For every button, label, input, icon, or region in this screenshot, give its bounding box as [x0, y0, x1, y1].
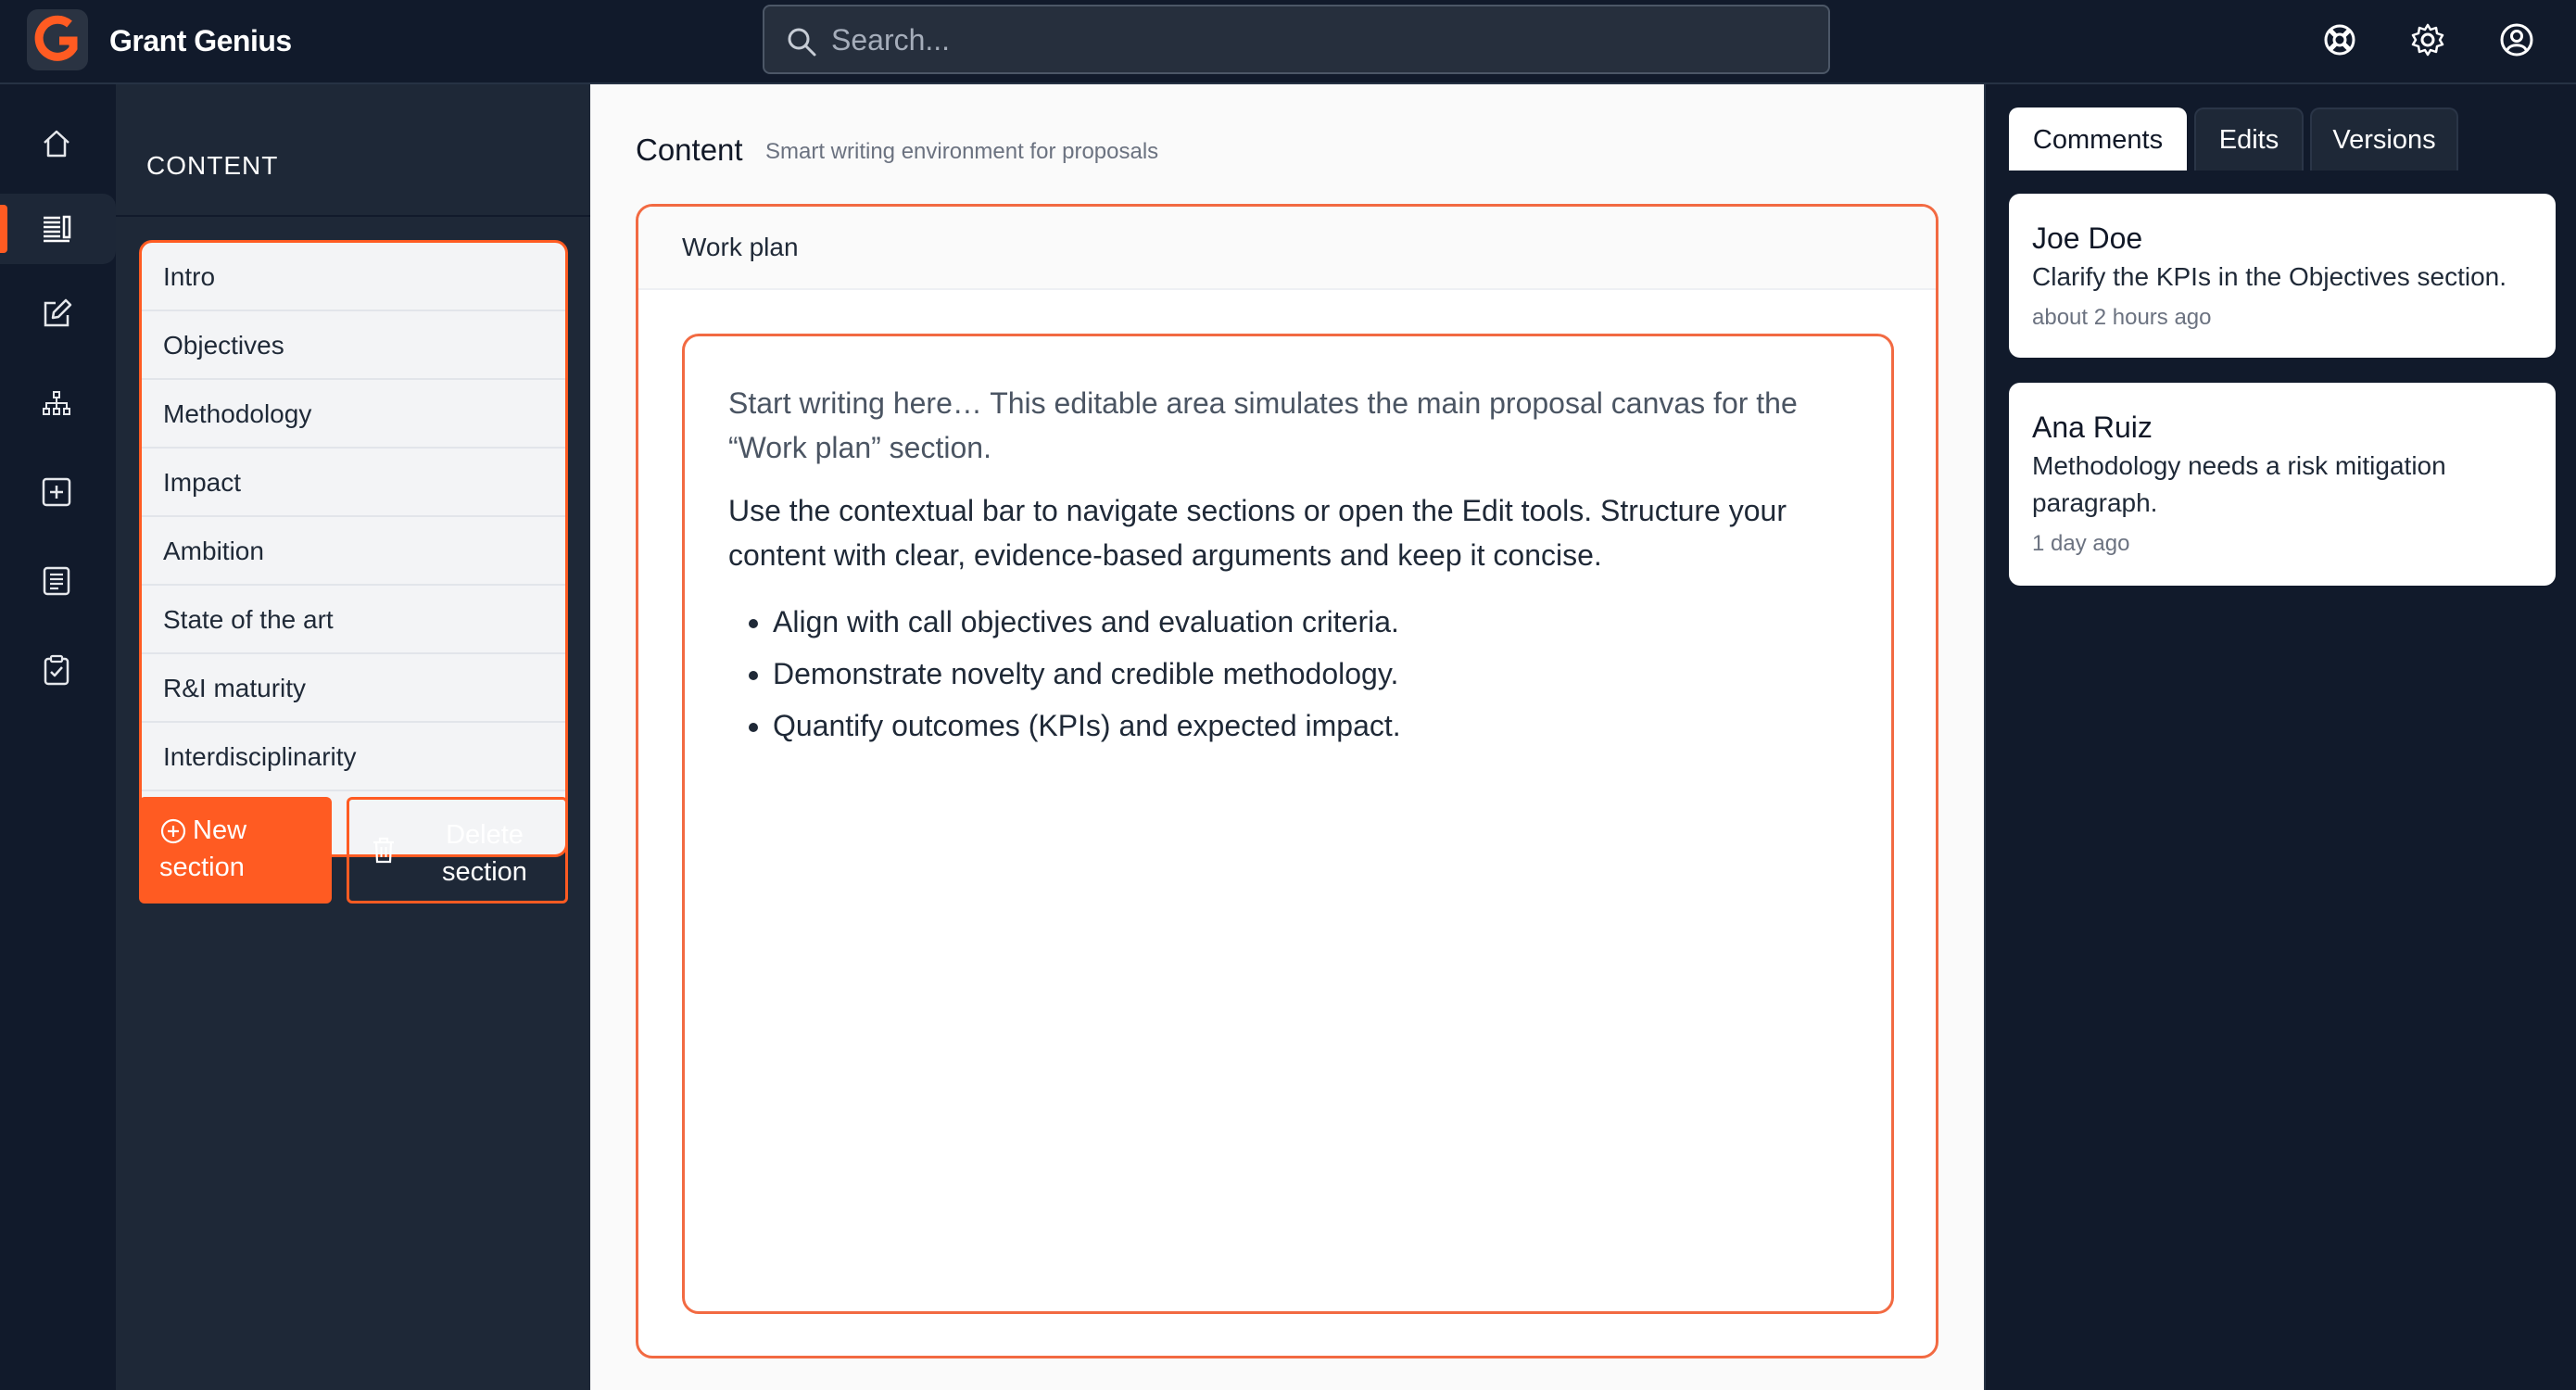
section-item-ri-maturity[interactable]: R&I maturity: [142, 654, 565, 723]
rail-item-edit[interactable]: [0, 279, 116, 349]
list-item: • Align with call objectives and evaluation criteria.: [773, 596, 1848, 648]
list-item: • Demonstrate novelty and credible methodology.: [773, 648, 1848, 700]
comment-author: Ana Ruiz: [2032, 411, 2153, 444]
section-item-ambition[interactable]: Ambition: [142, 517, 565, 586]
page-subtitle: Smart writing environment for proposals: [765, 139, 1159, 164]
divider: [116, 215, 590, 217]
document-list-icon: [40, 564, 73, 598]
search-input[interactable]: [831, 16, 1804, 64]
page-title: Content: [636, 133, 743, 167]
sections-panel: [116, 84, 590, 1390]
sections-heading: CONTENT: [146, 151, 279, 180]
list-item: • Quantify outcomes (KPIs) and expected impact.: [773, 700, 1848, 752]
user-account-icon[interactable]: [2499, 22, 2534, 57]
search-bar[interactable]: [763, 5, 1830, 74]
section-item-objectives[interactable]: Objectives: [142, 311, 565, 380]
comment-text: Clarify the KPIs in the Objectives section.: [2032, 262, 2507, 291]
comment-timestamp: about 2 hours ago: [2032, 305, 2212, 330]
comment-text: Methodology needs a risk mitigation paragraph.: [2032, 451, 2446, 517]
rail-item-tasks[interactable]: [0, 635, 116, 705]
editor-paragraph: Use the contextual bar to navigate sections or open the Edit tools. Structure your content with clear, evidence-based arguments and keep it concise.: [728, 494, 1787, 572]
grant-genius-logo-icon[interactable]: [27, 9, 88, 70]
home-icon: [40, 127, 73, 160]
app-title: Grant Genius: [109, 24, 292, 57]
top-bar: [0, 0, 2576, 84]
rail-item-add[interactable]: [0, 457, 116, 527]
main-content: [590, 84, 1984, 1390]
new-section-label-line2: section: [159, 853, 245, 882]
section-item-impact[interactable]: Impact: [142, 449, 565, 517]
search-icon: [785, 25, 818, 58]
section-title: Work plan: [682, 233, 799, 261]
section-item-intro[interactable]: Intro: [142, 243, 565, 311]
editor-intro-text: Start writing here… This editable area simulates the main proposal canvas for the “Work plan” section.: [728, 386, 1798, 464]
content-document-icon: [40, 212, 73, 246]
edit-icon: [40, 297, 73, 331]
comment-timestamp: 1 day ago: [2032, 531, 2130, 556]
section-item-state-of-the-art[interactable]: State of the art: [142, 586, 565, 654]
comments-panel: [1984, 84, 2576, 1390]
rail-item-hierarchy[interactable]: [0, 368, 116, 438]
hierarchy-icon: [40, 386, 73, 420]
section-item-interdisciplinarity[interactable]: Interdisciplinarity: [142, 723, 565, 791]
comment-author: Joe Doe: [2032, 221, 2143, 255]
help-lifebuoy-icon[interactable]: [2322, 22, 2357, 57]
card-header: [638, 207, 1936, 290]
plus-circle-icon: [159, 817, 187, 845]
settings-gear-icon[interactable]: [2410, 22, 2445, 57]
editor-bullet-list: [728, 596, 1848, 752]
icon-rail: [0, 84, 116, 1390]
rail-item-content[interactable]: [0, 194, 116, 264]
tab-edits[interactable]: Edits: [2194, 107, 2304, 171]
add-box-icon: [40, 475, 73, 509]
section-item-methodology[interactable]: Methodology: [142, 380, 565, 449]
delete-section-label-line1: Delete: [446, 820, 524, 850]
delete-section-label-line2: section: [442, 857, 527, 887]
trash-icon: [370, 835, 398, 865]
tab-comments[interactable]: Comments: [2009, 107, 2187, 171]
rail-item-home[interactable]: [0, 108, 116, 179]
clipboard-check-icon: [40, 653, 73, 687]
comment-card[interactable]: [2009, 194, 2556, 358]
new-section-label-line1: New: [193, 815, 247, 845]
section-list[interactable]: [139, 240, 568, 857]
editor-card: [636, 204, 1938, 1358]
comment-card[interactable]: [2009, 383, 2556, 586]
tab-versions[interactable]: Versions: [2310, 107, 2458, 171]
delete-section-button[interactable]: [347, 797, 568, 904]
rail-item-documents[interactable]: [0, 546, 116, 616]
new-section-button[interactable]: [139, 797, 332, 904]
editor-text-area[interactable]: [682, 334, 1894, 1314]
